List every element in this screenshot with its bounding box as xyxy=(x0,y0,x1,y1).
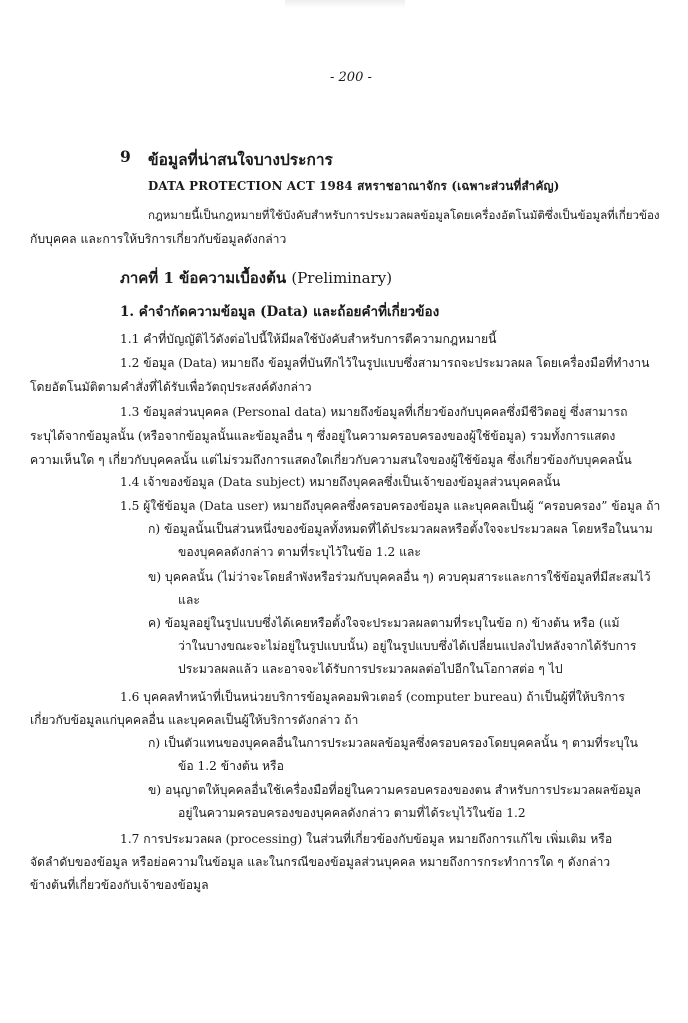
scan-smudge xyxy=(285,0,405,8)
item-k3c: ประมวลผลแล้ว และอาจจะได้รับการประมวลผลต่อไปอีกในโอกาสต่อ ๆ ไป xyxy=(178,662,563,676)
page-number: - 200 - xyxy=(330,70,372,85)
item-k3b: ว่าในบางขณะจะไม่อยู่ในรูปแบบนั้น) อยู่ในรูปแบบซึ่งได้เปลี่ยนแปลงไปหลังจากได้รับการ xyxy=(178,639,637,653)
item-k1b: ของบุคคลดังกล่าว ตามที่ระบุไว้ในข้อ 1.2 และ xyxy=(178,545,421,559)
line-1-3a: 1.3 ข้อมูลส่วนบุคคล (Personal data) หมายถึงข้อมูลที่เกี่ยวข้องกับบุคคลซึ่งมีชีวิตอยู่ ซึ่งสามารถ xyxy=(120,405,628,419)
line-1-7c: ข้างต้นที่เกี่ยวข้องกับเจ้าของข้อมูล xyxy=(30,878,209,892)
line-1-2a: 1.2 ข้อมูล (Data) หมายถึง ข้อมูลที่บันทึกไว้ในรูปแบบซึ่งสามารถจะประมวลผล โดยเครื่องมือที่ทำงาน xyxy=(120,356,650,370)
subheading: DATA PROTECTION ACT 1984 สหราชอาณาจักร (เฉพาะส่วนที่สำคัญ) xyxy=(148,179,560,193)
part-label: ภาคที่ 1 ข้อความเบื้องต้น xyxy=(120,269,287,287)
heading-number: 9 xyxy=(120,147,131,166)
line-1-1: 1.1 คำที่บัญญัติไว้ดังต่อไปนี้ให้มีผลใช้บังคับสำหรับการตีความกฎหมายนี้ xyxy=(120,332,497,346)
line-1-7a: 1.7 การประมวลผล (processing) ในส่วนที่เกี่ยวข้องกับข้อมูล หมายถึงการแก้ไข เพิ่มเติม หรือ xyxy=(120,832,613,846)
line-1-3b: ระบุได้จากข้อมูลนั้น (หรือจากข้อมูลนั้นและข้อมูลอื่น ๆ ซึ่งอยู่ในความครอบครองของผู้ใช้ข้อมูล) รวมทั้งการแสดง xyxy=(30,429,616,443)
part-heading xyxy=(120,266,392,290)
item-k1a: ก) ข้อมูลนั้นเป็นส่วนหนึ่งของข้อมูลทั้งหมดที่ได้ประมวลผลหรือตั้งใจจะประมวลผล โดยหรือในนาม xyxy=(148,522,653,536)
item-m1a: ก) เป็นตัวแทนของบุคคลอื่นในการประมวลผลข้อมูลซึ่งครอบครองโดยบุคคลนั้น ๆ ตามที่ระบุใน xyxy=(148,736,638,750)
line-1-3c: ความเห็นใด ๆ เกี่ยวกับบุคคลนั้น แต่ไม่รวมถึงการแสดงใดเกี่ยวกับความสนใจของผู้ใช้ข้อมูล ซึ่งเกี่ยวข้องกับบุคคลนั้น xyxy=(30,453,632,467)
part-english: (Preliminary) xyxy=(291,269,393,287)
item-m1b: ข้อ 1.2 ข้างต้น หรือ xyxy=(178,759,284,773)
item-m2b: อยู่ในความครอบครองของบุคคลดังกล่าว ตามที่ได้ระบุไว้ในข้อ 1.2 xyxy=(178,806,526,820)
item-m2a: ข) อนุญาตให้บุคคลอื่นใช้เครื่องมือที่อยู่ในความครอบครองของตน สำหรับการประมวลผลข้อมูล xyxy=(148,783,642,797)
line-1-2b: โดยอัตโนมัติตามคำสั่งที่ได้รับเพื่อวัตถุประสงค์ดังกล่าว xyxy=(30,380,312,394)
heading-title: ข้อมูลที่น่าสนใจบางประการ xyxy=(148,150,333,169)
item-k2a: ข) บุคคลนั้น (ไม่ว่าจะโดยลำพังหรือร่วมกับบุคคลอื่น ๆ) ควบคุมสาระและการใช้ข้อมูลที่มีสะสมไว้ xyxy=(148,570,651,584)
item-k2b: และ xyxy=(178,593,200,607)
line-1-6a: 1.6 บุคคลทำหน้าที่เป็นหน่วยบริการข้อมูลคอมพิวเตอร์ (computer bureau) ถ้าเป็นผู้ที่ให้บริการ xyxy=(120,690,625,704)
item-k3a: ค) ข้อมูลอยู่ในรูปแบบซึ่งได้เคยหรือตั้งใจจะประมวลผลตามที่ระบุในข้อ ก) ข้างต้น หรือ (แม้ xyxy=(148,616,620,630)
line-1-6b: เกี่ยวกับข้อมูลแก่บุคคลอื่น และบุคคลเป็นผู้ให้บริการดังกล่าว ถ้า xyxy=(30,713,359,727)
line-1-5: 1.5 ผู้ใช้ข้อมูล (Data user) หมายถึงบุคคลซึ่งครอบครองข้อมูล และบุคคลเป็นผู้ “ครอบครอง” ข้อมูล ถ้า xyxy=(120,499,661,513)
line-1-7b: จัดลำดับของข้อมูล หรือย่อความในข้อมูล และในกรณีของข้อมูลส่วนบุคคล หมายถึงการกระทำการใด ๆ ดังกล่าว xyxy=(30,855,611,869)
line-1-4: 1.4 เจ้าของข้อมูล (Data subject) หมายถึงบุคคลซึ่งเป็นเจ้าของข้อมูลส่วนบุคคลนั้น xyxy=(120,475,561,489)
section-1-heading: 1. คำจำกัดความข้อมูล (Data) และถ้อยคำที่เกี่ยวข้อง xyxy=(120,304,440,320)
intro-line-2: กับบุคคล และการให้บริการเกี่ยวกับข้อมูลดังกล่าว xyxy=(30,232,287,246)
intro-line-1: กฎหมายนี้เป็นกฎหมายที่ใช้บังคับสำหรับการประมวลผลข้อมูลโดยเครื่องอัตโนมัติซึ่งเป็นข้อมูลที่เกี่ยวข้อง xyxy=(148,208,660,222)
